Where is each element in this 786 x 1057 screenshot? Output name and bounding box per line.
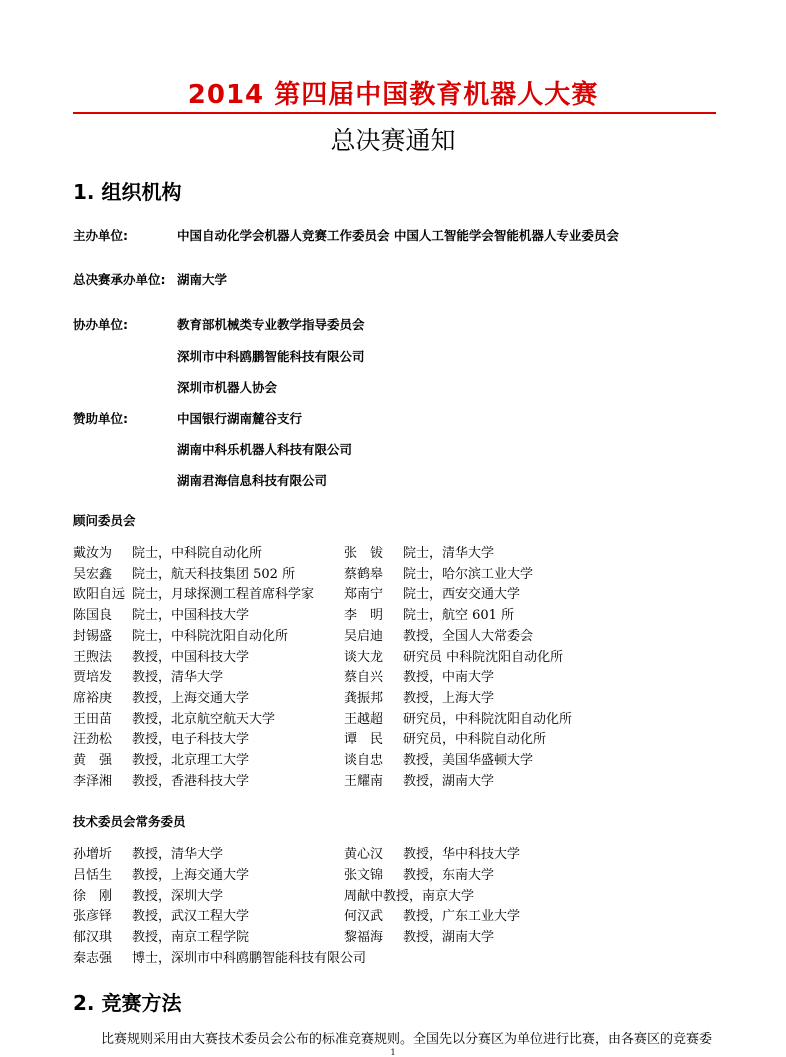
member-affiliation: 教授，武汉工程大学 bbox=[132, 909, 250, 925]
member-name: 蔡鹤皋 bbox=[344, 566, 384, 582]
member-name: 徐 刚 bbox=[73, 888, 113, 904]
member-affiliation: 教授，东南大学 bbox=[403, 867, 495, 883]
member-affiliation: 教授，上海交通大学 bbox=[132, 690, 250, 706]
member-name: 张 钹 bbox=[344, 546, 384, 561]
member-name: 蔡自兴 bbox=[344, 670, 384, 686]
document-subtitle: 总决赛通知 bbox=[330, 126, 456, 155]
member-name: 欧阳自远 bbox=[73, 587, 126, 603]
member-name: 吴宏鑫 bbox=[73, 566, 113, 582]
member-name: 吴启迪 bbox=[344, 628, 384, 644]
advisory-committee-heading: 顾问委员会 bbox=[73, 513, 136, 528]
member-affiliation: 研究员，中科院自动化所 bbox=[403, 732, 547, 748]
page-number: 1 bbox=[390, 1048, 396, 1057]
org-value: 中国自动化学会机器人竞赛工作委员会 中国人工智能学会智能机器人专业委员会 bbox=[177, 228, 619, 243]
member-name: 汪劲松 bbox=[73, 732, 113, 748]
member-name: 谈自忠 bbox=[344, 753, 384, 768]
member-name: 何汉武 bbox=[344, 909, 384, 925]
member-name: 贾培发 bbox=[73, 670, 113, 686]
member-affiliation: 教授，华中科技大学 bbox=[403, 847, 521, 862]
document-title: 2014 第四届中国教育机器人大赛 bbox=[187, 80, 599, 110]
org-value: 深圳市机器人协会 bbox=[177, 380, 278, 395]
org-value: 深圳市中科鸥鹏智能科技有限公司 bbox=[177, 349, 365, 364]
member-affiliation: 院士，月球探测工程首席科学家 bbox=[132, 587, 315, 603]
title-divider bbox=[73, 112, 716, 114]
competition-method-paragraph: 比赛规则采用由大赛技术委员会公布的标准竞赛规则。全国先以分赛区为单位进行比赛，由各赛区的竞赛委 bbox=[101, 1032, 713, 1047]
org-value: 湖南中科乐机器人科技有限公司 bbox=[177, 442, 353, 457]
member-affiliation: 教授，南京工程学院 bbox=[132, 930, 250, 946]
member-name: 黄 强 bbox=[73, 753, 113, 768]
member-affiliation: 教授，全国人大常委会 bbox=[403, 628, 534, 644]
member-affiliation: 教授，中南大学 bbox=[403, 670, 495, 686]
member-name: 郑南宁 bbox=[344, 587, 384, 603]
member-name: 张文锦 bbox=[344, 867, 384, 883]
member-affiliation: 院士，清华大学 bbox=[403, 546, 495, 561]
member-affiliation: 研究员，中科院沈阳自动化所 bbox=[403, 711, 573, 727]
section-heading-organization: 1. 组织机构 bbox=[73, 180, 182, 204]
member-affiliation: 院士，中国科技大学 bbox=[132, 608, 250, 624]
member-affiliation: 教授，上海大学 bbox=[403, 690, 495, 706]
org-label: 总决赛承办单位: bbox=[73, 272, 166, 287]
org-value: 湖南大学 bbox=[177, 272, 228, 287]
member-name: 封锡盛 bbox=[73, 628, 113, 644]
member-affiliation: 教授，湖南大学 bbox=[403, 930, 495, 946]
section-heading-competition-method: 2. 竞赛方法 bbox=[73, 991, 182, 1015]
member-affiliation: 教授，广东工业大学 bbox=[403, 909, 521, 925]
member-name: 周献中教授，南京大学 bbox=[344, 888, 475, 904]
member-name: 秦志强 bbox=[73, 951, 113, 966]
member-affiliation: 研究员 中科院沈阳自动化所 bbox=[403, 649, 564, 665]
member-affiliation: 院士，西安交通大学 bbox=[403, 587, 521, 603]
member-affiliation: 教授，北京航空航天大学 bbox=[132, 711, 276, 727]
member-affiliation: 院士，中科院沈阳自动化所 bbox=[132, 628, 289, 644]
member-affiliation: 教授，香港科技大学 bbox=[132, 773, 250, 789]
member-name: 谈大龙 bbox=[344, 649, 384, 665]
member-affiliation: 教授，深圳大学 bbox=[132, 888, 224, 904]
member-affiliation: 院士，航天科技集团 502 所 bbox=[132, 566, 296, 582]
member-name: 李泽湘 bbox=[73, 773, 113, 789]
member-affiliation: 教授，中国科技大学 bbox=[132, 649, 250, 665]
org-label: 赞助单位: bbox=[73, 411, 128, 426]
member-name: 王田苗 bbox=[73, 711, 113, 727]
member-affiliation: 教授，清华大学 bbox=[132, 847, 224, 862]
member-name: 吕恬生 bbox=[73, 867, 113, 883]
technical-committee-heading: 技术委员会常务委员 bbox=[73, 814, 186, 829]
org-label: 主办单位: bbox=[73, 228, 128, 243]
member-affiliation: 博士，深圳市中科鸥鹏智能科技有限公司 bbox=[132, 951, 367, 966]
member-name: 张彦铎 bbox=[73, 909, 113, 925]
org-value: 湖南君海信息科技有限公司 bbox=[177, 473, 328, 488]
member-name: 孙增圻 bbox=[73, 847, 113, 862]
member-affiliation: 教授，上海交通大学 bbox=[132, 867, 250, 883]
org-value: 中国银行湖南麓谷支行 bbox=[177, 411, 303, 426]
member-name: 席裕庚 bbox=[73, 690, 113, 706]
member-affiliation: 院士，哈尔滨工业大学 bbox=[403, 566, 534, 582]
member-name: 谭 民 bbox=[344, 732, 384, 748]
member-affiliation: 教授，湖南大学 bbox=[403, 773, 495, 789]
member-name: 黄心汉 bbox=[344, 847, 384, 862]
org-label: 协办单位: bbox=[73, 317, 128, 332]
member-affiliation: 院士，航空 601 所 bbox=[403, 608, 515, 624]
member-affiliation: 教授，北京理工大学 bbox=[132, 753, 250, 768]
member-name: 郁汉琪 bbox=[73, 930, 113, 946]
member-name: 李 明 bbox=[344, 608, 384, 624]
member-name: 龚振邦 bbox=[344, 690, 384, 706]
member-affiliation: 教授，美国华盛顿大学 bbox=[403, 753, 534, 768]
member-name: 黎福海 bbox=[344, 930, 384, 946]
member-name: 王耀南 bbox=[344, 773, 384, 789]
member-name: 陈国良 bbox=[73, 608, 113, 624]
member-affiliation: 教授，清华大学 bbox=[132, 670, 224, 686]
org-value: 教育部机械类专业教学指导委员会 bbox=[177, 317, 365, 332]
member-name: 王煦法 bbox=[73, 649, 113, 665]
member-name: 戴汝为 bbox=[73, 546, 113, 561]
member-name: 王越超 bbox=[344, 711, 384, 727]
member-affiliation: 院士，中科院自动化所 bbox=[132, 546, 263, 561]
member-affiliation: 教授，电子科技大学 bbox=[132, 732, 250, 748]
